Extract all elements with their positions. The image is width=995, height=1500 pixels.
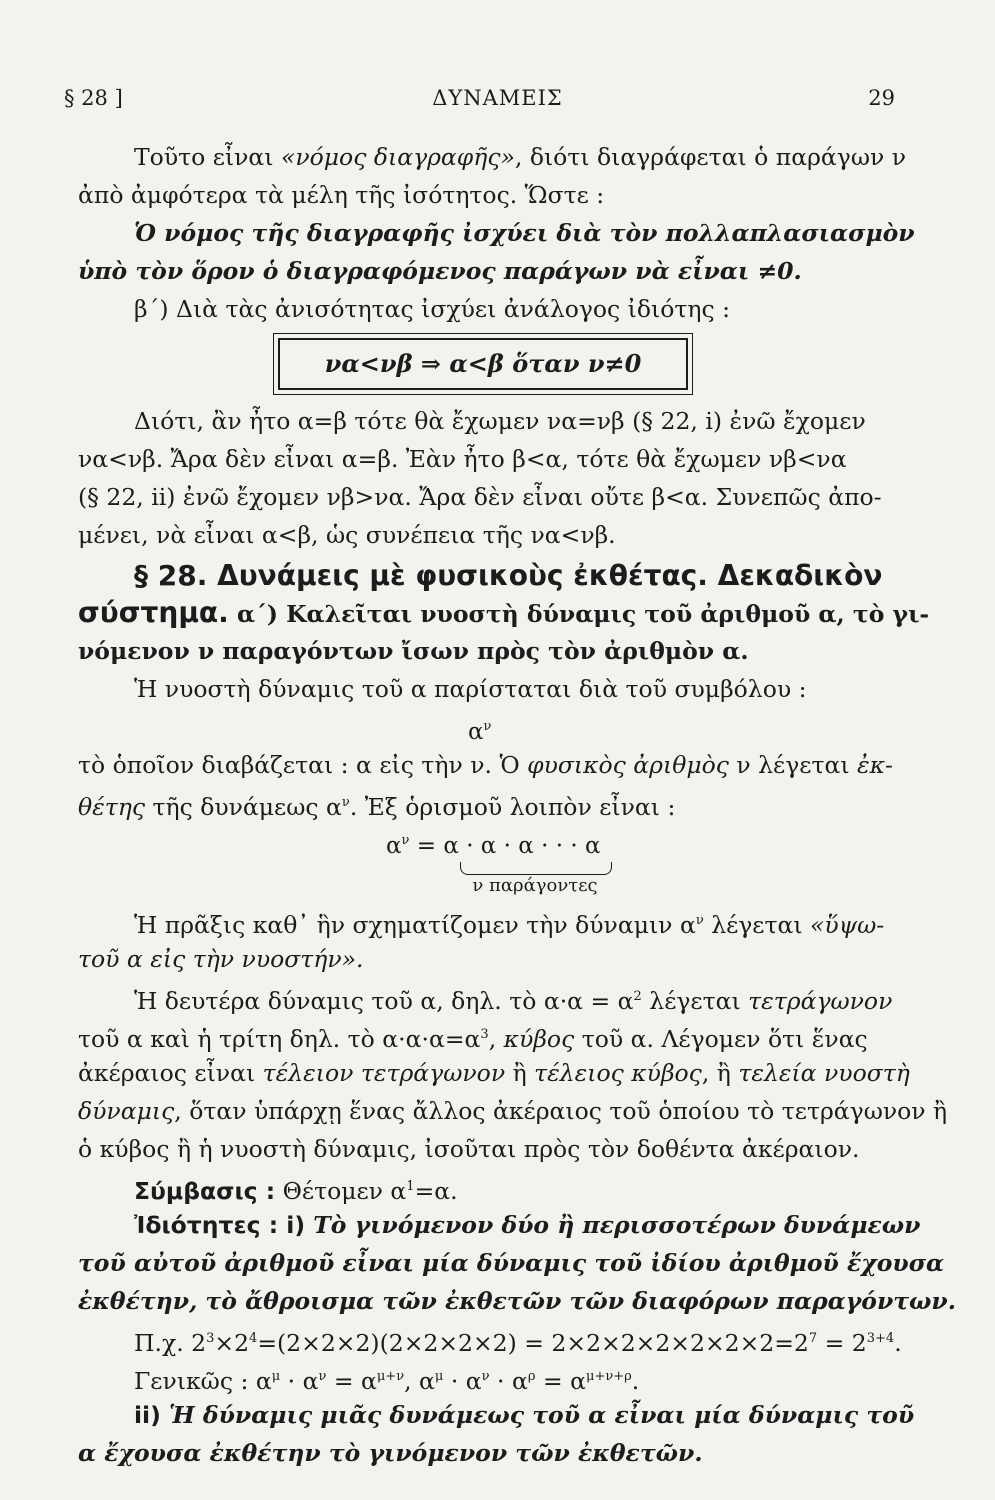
text-line: να<νβ. Ἄρα δὲν εἶναι α=β. Ἐὰν ἦτο β<α, τότε θὰ ἔχωμεν νβ<να bbox=[78, 445, 847, 473]
page-number: 29 bbox=[868, 86, 895, 110]
definition-line: νόμενον ν παραγόντων ἴσων πρὸς τὸν ἀριθμὸν α. bbox=[78, 637, 749, 665]
text-line: Τοῦτο εἶναι «νόμος διαγραφῆς», διότι διαγράφεται ὁ παράγων ν bbox=[134, 143, 907, 171]
symbol-alpha-power: $\alpha^\nu$ bbox=[468, 719, 492, 745]
text-line: Διότι, ἂν ἦτο α=β τότε θὰ ἔχωμεν να=νβ (§ 22, i) ἐνῶ ἔχομεν bbox=[134, 407, 866, 435]
example-line: Π.χ. $2^3\times 2^4=(2\times 2\times 2)(2\times 2\times 2\times 2) = 2\times 2\times 2\times 2\times 2\times 2\times 2=2^7 = 2^{3+4}$. bbox=[134, 1329, 902, 1357]
text-line: Ἡ πρᾶξις καθ᾽ ἣν σχηματίζομεν τὴν δύναμιν $\alpha^\nu$ λέγεται «ὕψω- bbox=[134, 911, 885, 939]
text-line: τοῦ α εἰς τὴν νυοστήν». bbox=[78, 945, 364, 973]
text-line: δύναμις, ὅταν ὑπάρχῃ ἕνας ἄλλος ἀκέραιος τοῦ ὁποίου τὸ τετράγωνον ἢ bbox=[78, 1097, 948, 1125]
properties-line: α ἔχουσα ἐκθέτην τὸ γινόμενον τῶν ἐκθετῶν. bbox=[78, 1439, 703, 1467]
section-heading: § 28. Δυνάμεις μὲ φυσικοὺς ἐκθέτας. Δεκαδικὸν bbox=[134, 559, 883, 592]
text-line: ἀκέραιος εἶναι τέλειον τετράγωνον ἢ τέλειος κύβος, ἢ τελεία νυοστὴ bbox=[78, 1059, 910, 1087]
text-line: τοῦ α καὶ ἡ τρίτη δηλ. τὸ $\alpha\cdot\alpha\cdot\alpha=\alpha^3$, κύβος τοῦ α. Λέγομεν ὅτι ἕνας bbox=[78, 1025, 868, 1053]
general-formula-line: Γενικῶς : $\alpha^\mu \cdot \alpha^\nu = \alpha^{\mu+\nu}$, $\alpha^\mu \cdot \alpha^\nu \cdot \alpha^\rho = \alpha^{\mu+\nu+\rho}$. bbox=[134, 1367, 640, 1395]
section-heading-continued: σύστημα. α΄) Καλεῖται νυοστὴ δύναμις τοῦ ἀριθμοῦ α, τὸ γι- bbox=[78, 596, 930, 629]
text-line: θέτης τῆς δυνάμεως $\alpha^\nu$. Ἐξ ὁρισμοῦ λοιπὸν εἶναι : bbox=[78, 793, 676, 821]
properties-line: Ἰδιότητες : i) Τὸ γινόμενον δύο ἢ περισσοτέρων δυνάμεων bbox=[134, 1211, 921, 1239]
properties-line: ἐκθέτην, τὸ ἄθροισμα τῶν ἐκθετῶν τῶν διαφόρων παραγόντων. bbox=[78, 1287, 956, 1315]
running-head-title: ΔΥΝΑΜΕΙΣ bbox=[432, 86, 563, 110]
boxed-formula: να<νβ ⇒ α<β ὅταν ν≠0 bbox=[278, 338, 688, 390]
text-line: τὸ ὁποῖον διαβάζεται : α εἰς τὴν ν. Ὁ φυσικὸς ἀριθμὸς ν λέγεται ἐκ- bbox=[78, 751, 893, 779]
text-line: β΄) Διὰ τὰς ἀνισότητας ἰσχύει ἀνάλογος ἰδιότης : bbox=[134, 295, 731, 323]
text-line: Ἡ δευτέρα δύναμις τοῦ α, δηλ. τὸ $\alpha\cdot\alpha = \alpha^2$ λέγεται τετράγωνον bbox=[134, 987, 893, 1015]
page-body bbox=[78, 138, 956, 1472]
rule-statement: Ὁ νόμος τῆς διαγραφῆς ἰσχύει διὰ τὸν πολλαπλασιασμὸν bbox=[134, 219, 915, 247]
text-line: μένει, νὰ εἶναι α<β, ὡς συνέπεια τῆς να<νβ. bbox=[78, 521, 616, 549]
text-line: ἀπὸ ἀμφότερα τὰ μέλη τῆς ἰσότητος. Ὥστε : bbox=[78, 181, 605, 209]
convention-line: Σύμβασις : Θέτομεν $\alpha^1=\alpha$. bbox=[134, 1177, 458, 1205]
power-definition-formula: $\alpha^\nu = \alpha \cdot \alpha \cdot \alpha$ · · · α bbox=[386, 833, 601, 859]
properties-line: ii) Ἡ δύναμις μιᾶς δυνάμεως τοῦ α εἶναι μία δύναμις τοῦ bbox=[134, 1401, 915, 1429]
text-line: (§ 22, ii) ἐνῶ ἔχομεν νβ>να. Ἄρα δὲν εἶναι οὔτε β<α. Συνεπῶς ἀπο- bbox=[78, 483, 882, 511]
boxed-formula-area bbox=[78, 328, 896, 402]
underbrace-label: ν παράγοντες bbox=[472, 875, 598, 896]
text-line: ὁ κύβος ἢ ἡ νυοστὴ δύναμις, ἰσοῦται πρὸς τὸν δοθέντα ἀκέραιον. bbox=[78, 1135, 860, 1163]
running-head-section: § 28 ] bbox=[64, 86, 123, 110]
properties-line: τοῦ αὐτοῦ ἀριθμοῦ εἶναι μία δύναμις τοῦ ἰδίου ἀριθμοῦ ἔχουσα bbox=[78, 1249, 945, 1277]
rule-statement: ὑπὸ τὸν ὅρον ὁ διαγραφόμενος παράγων νὰ εἶναι ≠0. bbox=[78, 257, 802, 285]
text-line: Ἡ νυοστὴ δύναμις τοῦ α παρίσταται διὰ τοῦ συμβόλου : bbox=[134, 675, 807, 703]
underbrace bbox=[78, 862, 896, 902]
